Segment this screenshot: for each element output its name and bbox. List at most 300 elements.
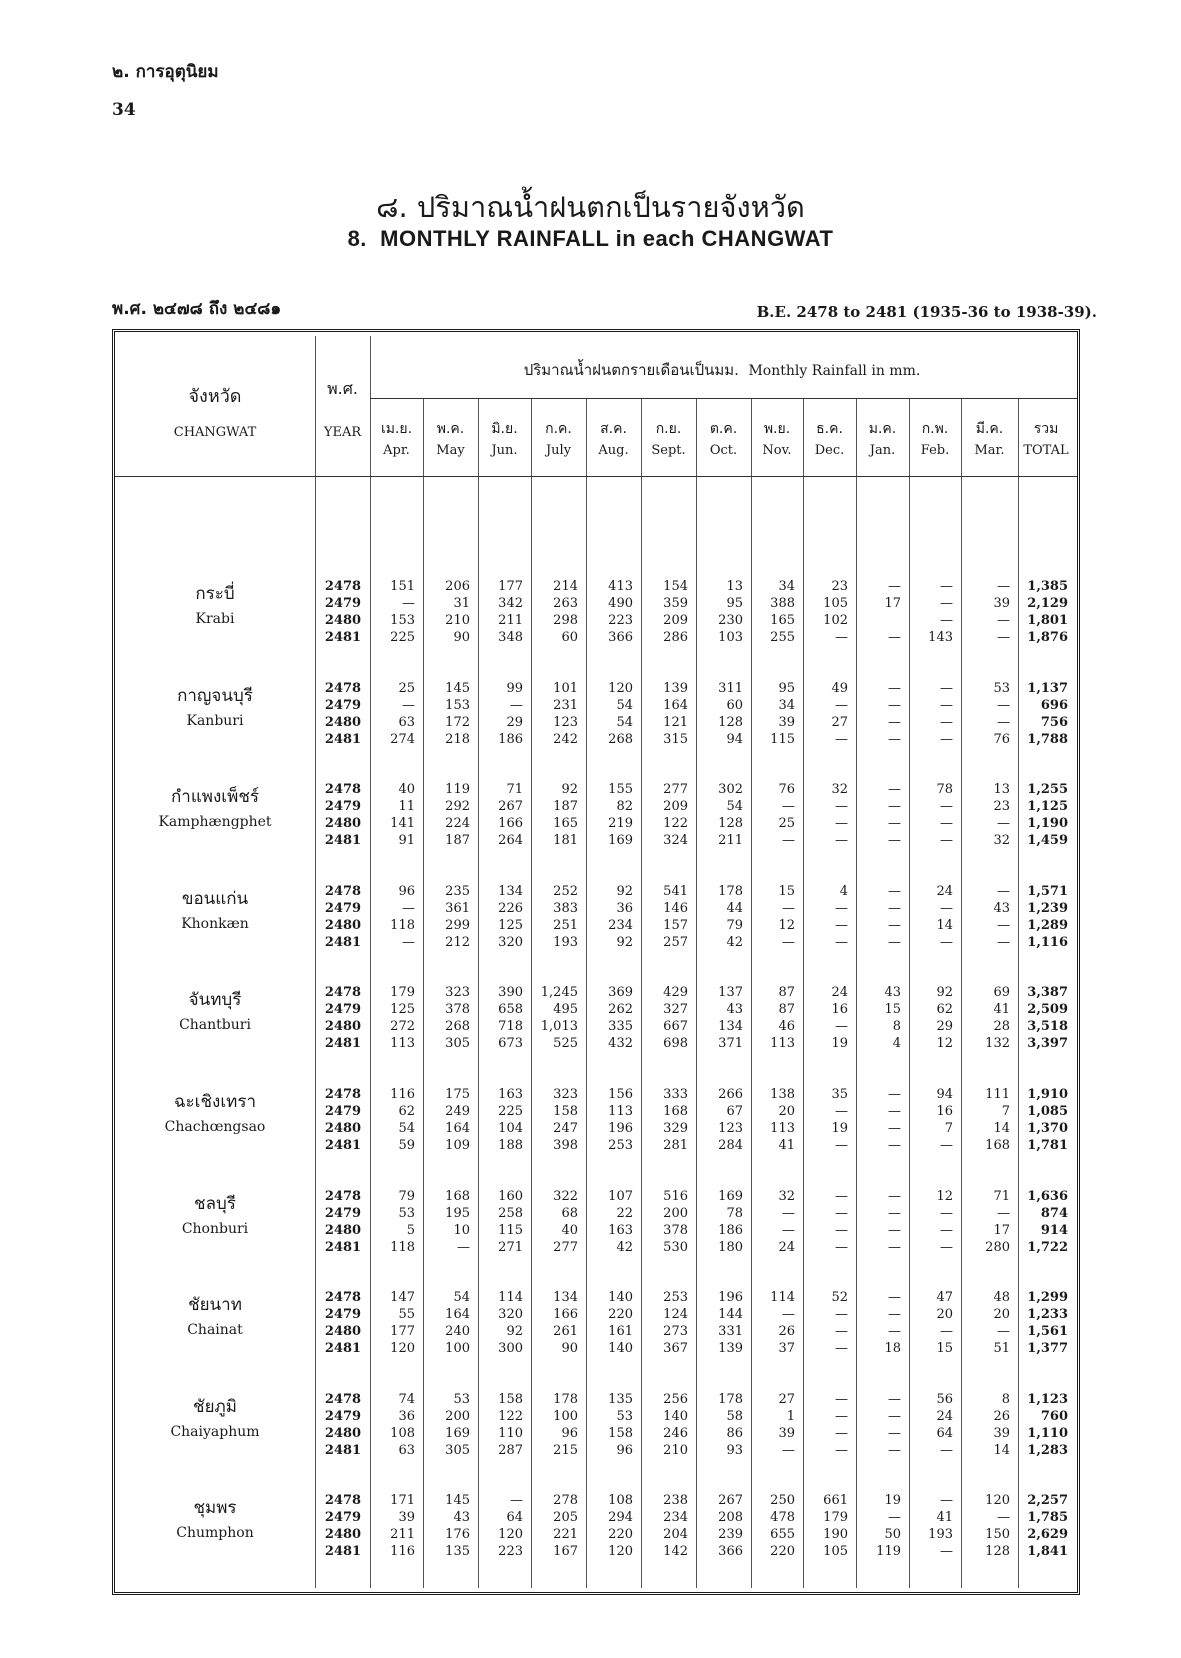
rainfall-cell: 315 bbox=[663, 732, 688, 747]
year-cell: 2479 bbox=[324, 1002, 362, 1017]
changwat-name-thai: ชัยภูมิ bbox=[193, 1397, 237, 1417]
rainfall-cell: 200 bbox=[663, 1206, 688, 1221]
rainfall-cell: 26 bbox=[993, 1409, 1010, 1424]
rainfall-cell: 86 bbox=[726, 1426, 743, 1441]
rainfall-cell: 333 bbox=[663, 1087, 688, 1102]
rainfall-cell: 78 bbox=[726, 1206, 743, 1221]
rainfall-cell: 305 bbox=[445, 1443, 470, 1458]
rainfall-cell: 1 bbox=[786, 1409, 795, 1424]
rainfall-cell: — bbox=[940, 799, 953, 814]
rainfall-cell: 383 bbox=[553, 901, 578, 916]
rainfall-cell: 63 bbox=[398, 715, 415, 730]
total-cell: 760 bbox=[1040, 1409, 1068, 1424]
rainfall-cell: 110 bbox=[498, 1426, 523, 1441]
rainfall-cell: 156 bbox=[608, 1087, 633, 1102]
rainfall-cell: — bbox=[835, 1426, 848, 1441]
year-cell: 2481 bbox=[324, 630, 362, 645]
month-header-en: Aug. bbox=[598, 443, 629, 458]
rainfall-cell: — bbox=[940, 1443, 953, 1458]
rainfall-cell: 37 bbox=[778, 1341, 795, 1356]
rainfall-cell: 186 bbox=[498, 732, 523, 747]
rainfall-cell: — bbox=[940, 1206, 953, 1221]
rainfall-cell: — bbox=[402, 698, 415, 713]
rainfall-cell: 137 bbox=[718, 985, 743, 1000]
rainfall-cell: — bbox=[782, 1443, 795, 1458]
rainfall-cell: 102 bbox=[823, 613, 848, 628]
rainfall-cell: 42 bbox=[726, 935, 743, 950]
rainfall-cell: 54 bbox=[726, 799, 743, 814]
year-cell: 2481 bbox=[324, 1240, 362, 1255]
rainfall-cell: 26 bbox=[778, 1324, 795, 1339]
rainfall-cell: 36 bbox=[398, 1409, 415, 1424]
rainfall-cell: 188 bbox=[498, 1138, 523, 1153]
rainfall-cell: 378 bbox=[445, 1002, 470, 1017]
rainfall-cell: 118 bbox=[390, 1240, 415, 1255]
month-header-en: Apr. bbox=[383, 443, 410, 458]
rainfall-cell: — bbox=[888, 935, 901, 950]
rainfall-cell: 273 bbox=[663, 1324, 688, 1339]
rainfall-cell: 90 bbox=[453, 630, 470, 645]
rainfall-cell: 125 bbox=[390, 1002, 415, 1017]
rainfall-cell: — bbox=[782, 833, 795, 848]
rainfall-cell: 142 bbox=[663, 1544, 688, 1559]
rainfall-cell: 78 bbox=[936, 782, 953, 797]
changwat-name-thai: ชลบุรี bbox=[194, 1194, 236, 1214]
year-cell: 2480 bbox=[324, 1426, 362, 1441]
rainfall-cell: 168 bbox=[985, 1138, 1010, 1153]
rainfall-cell: — bbox=[402, 596, 415, 611]
rainfall-cell: 226 bbox=[498, 901, 523, 916]
rainfall-cell: 267 bbox=[718, 1493, 743, 1508]
year-cell: 2478 bbox=[324, 1087, 362, 1102]
rainfall-cell: 71 bbox=[506, 782, 523, 797]
rainfall-cell: 211 bbox=[718, 833, 743, 848]
rainfall-cell: 187 bbox=[445, 833, 470, 848]
rainfall-cell: — bbox=[835, 1392, 848, 1407]
rainfall-cell: 87 bbox=[778, 1002, 795, 1017]
rainfall-cell: 169 bbox=[718, 1189, 743, 1204]
month-header-en: Mar. bbox=[974, 443, 1005, 458]
rainfall-cell: — bbox=[940, 901, 953, 916]
rainfall-cell: 200 bbox=[445, 1409, 470, 1424]
rainfall-cell: 87 bbox=[778, 985, 795, 1000]
rainfall-cell: — bbox=[888, 1121, 901, 1136]
title-english bbox=[0, 226, 1181, 252]
rainfall-cell: — bbox=[888, 833, 901, 848]
rainfall-cell: 196 bbox=[608, 1121, 633, 1136]
rainfall-cell: 10 bbox=[453, 1223, 470, 1238]
rainfall-cell: 164 bbox=[445, 1307, 470, 1322]
total-cell: 1,785 bbox=[1027, 1510, 1068, 1525]
rainfall-cell: 145 bbox=[445, 1493, 470, 1508]
rainfall-cell: 35 bbox=[831, 1087, 848, 1102]
rainfall-cell: 209 bbox=[663, 799, 688, 814]
rainfall-cell: 107 bbox=[608, 1189, 633, 1204]
rainfall-cell: — bbox=[510, 698, 523, 713]
rainfall-cell: — bbox=[782, 1223, 795, 1238]
rainfall-cell: 230 bbox=[718, 613, 743, 628]
rainfall-cell: 23 bbox=[831, 579, 848, 594]
changwat-name-en: Kanburi bbox=[186, 713, 244, 729]
rainfall-cell: 359 bbox=[663, 596, 688, 611]
rainfall-cell: 43 bbox=[993, 901, 1010, 916]
rainfall-cell: — bbox=[940, 1324, 953, 1339]
rainfall-cell: — bbox=[888, 782, 901, 797]
rainfall-cell: 278 bbox=[553, 1493, 578, 1508]
rainfall-cell: 7 bbox=[944, 1121, 953, 1136]
rainfall-cell: 24 bbox=[831, 985, 848, 1000]
rainfall-cell: 43 bbox=[726, 1002, 743, 1017]
rainfall-cell: — bbox=[888, 884, 901, 899]
rainfall-cell: 251 bbox=[553, 918, 578, 933]
month-header-thai: มิ.ย. bbox=[491, 421, 518, 437]
rainfall-cell: 144 bbox=[718, 1307, 743, 1322]
rainfall-cell: 36 bbox=[616, 901, 633, 916]
rainfall-cell: — bbox=[888, 1290, 901, 1305]
rainfall-cell: 23 bbox=[993, 799, 1010, 814]
rainfall-cell: — bbox=[997, 1206, 1010, 1221]
rainfall-cell: — bbox=[782, 935, 795, 950]
rainfall-cell: 323 bbox=[445, 985, 470, 1000]
rainfall-cell: — bbox=[888, 630, 901, 645]
rainfall-cell: 235 bbox=[445, 884, 470, 899]
rainfall-cell: 128 bbox=[985, 1544, 1010, 1559]
monthly-rainfall-header-thai: ปริมาณน้ำฝนตกรายเดือนเป็นมม. bbox=[523, 361, 739, 379]
year-cell: 2480 bbox=[324, 918, 362, 933]
running-header: ๒. การอุตุนิยม bbox=[112, 62, 219, 82]
rainfall-cell: 277 bbox=[553, 1240, 578, 1255]
year-cell: 2481 bbox=[324, 935, 362, 950]
rainfall-cell: — bbox=[888, 1087, 901, 1102]
year-header-thai: พ.ศ. bbox=[327, 379, 358, 398]
year-cell: 2479 bbox=[324, 1104, 362, 1119]
rainfall-cell: 120 bbox=[608, 1544, 633, 1559]
rainfall-cell: 34 bbox=[778, 698, 795, 713]
rainfall-cell: 143 bbox=[928, 630, 953, 645]
rainfall-cell: 139 bbox=[718, 1341, 743, 1356]
rainfall-cell: — bbox=[835, 1138, 848, 1153]
total-header-en: TOTAL bbox=[1023, 443, 1069, 458]
rainfall-cell: — bbox=[835, 1443, 848, 1458]
changwat-name-thai: ขอนแก่น bbox=[181, 889, 249, 909]
rainfall-cell: 39 bbox=[398, 1510, 415, 1525]
total-cell: 1,910 bbox=[1027, 1087, 1068, 1102]
rainfall-cell: 268 bbox=[445, 1019, 470, 1034]
rainfall-cell: 46 bbox=[778, 1019, 795, 1034]
rainfall-cell: 171 bbox=[390, 1493, 415, 1508]
month-header-thai: ม.ค. bbox=[868, 421, 897, 437]
rainfall-cell: 62 bbox=[398, 1104, 415, 1119]
rainfall-cell: — bbox=[835, 732, 848, 747]
rainfall-cell: 4 bbox=[892, 1036, 901, 1051]
rainfall-cell: 90 bbox=[561, 1341, 578, 1356]
rainfall-cell: 302 bbox=[718, 782, 743, 797]
changwat-name-en: Chantburi bbox=[179, 1017, 251, 1033]
title-thai: ๘. ปริมาณน้ำฝนตกเป็นรายจังหวัด bbox=[376, 190, 805, 224]
title-english-number: 8. bbox=[347, 226, 367, 251]
rainfall-cell: 324 bbox=[663, 833, 688, 848]
rainfall-cell: 8 bbox=[1001, 1392, 1010, 1407]
changwat-name-en: Krabi bbox=[195, 611, 235, 627]
rainfall-cell: — bbox=[782, 799, 795, 814]
rainfall-cell: 323 bbox=[553, 1087, 578, 1102]
rainfall-cell: 32 bbox=[778, 1189, 795, 1204]
rainfall-cell: 113 bbox=[770, 1036, 795, 1051]
rainfall-cell: 371 bbox=[718, 1036, 743, 1051]
page-number: 34 bbox=[112, 100, 136, 120]
rainfall-cell: 91 bbox=[398, 833, 415, 848]
rainfall-cell: 150 bbox=[985, 1527, 1010, 1542]
rainfall-cell: 187 bbox=[553, 799, 578, 814]
rainfall-cell: — bbox=[888, 579, 901, 594]
rainfall-cell: — bbox=[835, 816, 848, 831]
rainfall-cell: 225 bbox=[498, 1104, 523, 1119]
rainfall-cell: 25 bbox=[398, 681, 415, 696]
rainfall-cell: 196 bbox=[718, 1290, 743, 1305]
rainfall-cell: 366 bbox=[608, 630, 633, 645]
year-cell: 2481 bbox=[324, 1341, 362, 1356]
rainfall-cell: 39 bbox=[993, 596, 1010, 611]
rainfall-cell: — bbox=[940, 1493, 953, 1508]
rainfall-cell: — bbox=[835, 1324, 848, 1339]
rainfall-cell: 24 bbox=[936, 884, 953, 899]
rainfall-cell: 223 bbox=[498, 1544, 523, 1559]
rainfall-cell: 210 bbox=[445, 613, 470, 628]
rainfall-cell: 120 bbox=[498, 1527, 523, 1542]
rainfall-cell: — bbox=[835, 1019, 848, 1034]
rainfall-cell: 76 bbox=[993, 732, 1010, 747]
rainfall-cell: — bbox=[888, 1392, 901, 1407]
rainfall-cell: 208 bbox=[718, 1510, 743, 1525]
rainfall-cell: 147 bbox=[390, 1290, 415, 1305]
rainfall-cell: 19 bbox=[831, 1121, 848, 1136]
rainfall-cell: 121 bbox=[663, 715, 688, 730]
rainfall-cell: 63 bbox=[398, 1443, 415, 1458]
rainfall-cell: 516 bbox=[663, 1189, 688, 1204]
rainfall-cell: 195 bbox=[445, 1206, 470, 1221]
month-header-thai: ต.ค. bbox=[709, 421, 738, 437]
monthly-rainfall-header-en: Monthly Rainfall in mm. bbox=[748, 363, 921, 379]
rainfall-cell: — bbox=[997, 816, 1010, 831]
rainfall-cell: 432 bbox=[608, 1036, 633, 1051]
total-cell: 1,788 bbox=[1027, 732, 1068, 747]
rainfall-cell: 220 bbox=[770, 1544, 795, 1559]
rainfall-cell: — bbox=[940, 935, 953, 950]
rainfall-cell: 138 bbox=[770, 1087, 795, 1102]
rainfall-cell: 249 bbox=[445, 1104, 470, 1119]
rainfall-cell: 51 bbox=[993, 1341, 1010, 1356]
rainfall-cell: — bbox=[835, 630, 848, 645]
rainfall-cell: — bbox=[997, 935, 1010, 950]
rainfall-cell: 154 bbox=[663, 579, 688, 594]
rainfall-cell: 43 bbox=[884, 985, 901, 1000]
changwat-name-en: Chachœngsao bbox=[164, 1119, 266, 1135]
total-cell: 1,190 bbox=[1027, 816, 1068, 831]
rainfall-cell: 108 bbox=[390, 1426, 415, 1441]
rainfall-cell: 169 bbox=[445, 1426, 470, 1441]
rainfall-cell: 14 bbox=[993, 1443, 1010, 1458]
total-cell: 1,801 bbox=[1027, 613, 1068, 628]
rainfall-cell: 58 bbox=[726, 1409, 743, 1424]
rainfall-cell: 160 bbox=[498, 1189, 523, 1204]
rainfall-cell: 24 bbox=[778, 1240, 795, 1255]
rainfall-cell: 92 bbox=[561, 782, 578, 797]
rainfall-cell: 151 bbox=[390, 579, 415, 594]
rainfall-cell: 256 bbox=[663, 1392, 688, 1407]
rainfall-cell: — bbox=[940, 715, 953, 730]
rainfall-cell: 122 bbox=[498, 1409, 523, 1424]
rainfall-cell: 43 bbox=[453, 1510, 470, 1525]
total-cell: 1,841 bbox=[1027, 1544, 1068, 1559]
rainfall-cell: 190 bbox=[823, 1527, 848, 1542]
header-rule bbox=[115, 476, 1077, 477]
year-cell: 2479 bbox=[324, 1510, 362, 1525]
rainfall-cell: 146 bbox=[663, 901, 688, 916]
year-cell: 2481 bbox=[324, 1138, 362, 1153]
rainfall-cell: 294 bbox=[608, 1510, 633, 1525]
rainfall-cell: 300 bbox=[498, 1341, 523, 1356]
rainfall-cell: — bbox=[940, 1240, 953, 1255]
rainfall-cell: 388 bbox=[770, 596, 795, 611]
rainfall-cell: 139 bbox=[663, 681, 688, 696]
rainfall-cell: 14 bbox=[936, 918, 953, 933]
rainfall-cell: 92 bbox=[616, 935, 633, 950]
rainfall-cell: 56 bbox=[936, 1392, 953, 1407]
rainfall-cell: 398 bbox=[553, 1138, 578, 1153]
rainfall-cell: — bbox=[782, 1206, 795, 1221]
rainfall-cell: — bbox=[888, 1307, 901, 1322]
rainfall-cell: — bbox=[835, 1189, 848, 1204]
year-cell: 2480 bbox=[324, 1527, 362, 1542]
rainfall-cell: 250 bbox=[770, 1493, 795, 1508]
period-thai: พ.ศ. ๒๔๗๘ ถึง ๒๔๘๑ bbox=[112, 299, 282, 319]
rainfall-cell: 178 bbox=[553, 1392, 578, 1407]
rainfall-cell: — bbox=[835, 799, 848, 814]
year-cell: 2479 bbox=[324, 596, 362, 611]
rainfall-cell: 41 bbox=[936, 1510, 953, 1525]
rainfall-cell: 166 bbox=[553, 1307, 578, 1322]
rainfall-cell: 113 bbox=[770, 1121, 795, 1136]
rainfall-cell: 367 bbox=[663, 1341, 688, 1356]
rainfall-cell: 41 bbox=[993, 1002, 1010, 1017]
total-cell: 2,129 bbox=[1027, 596, 1068, 611]
total-cell: 1,370 bbox=[1027, 1121, 1068, 1136]
rainfall-cell: 172 bbox=[445, 715, 470, 730]
rainfall-cell: 153 bbox=[445, 698, 470, 713]
rainfall-cell: — bbox=[940, 596, 953, 611]
rainfall-cell: 274 bbox=[390, 732, 415, 747]
rainfall-cell: 211 bbox=[390, 1527, 415, 1542]
year-cell: 2478 bbox=[324, 1189, 362, 1204]
rainfall-cell: 50 bbox=[884, 1527, 901, 1542]
rainfall-cell: 164 bbox=[663, 698, 688, 713]
rainfall-cell bbox=[856, 612, 901, 629]
rainfall-cell: 53 bbox=[616, 1409, 633, 1424]
rainfall-cell: 128 bbox=[718, 715, 743, 730]
rainfall-cell: 13 bbox=[726, 579, 743, 594]
rainfall-cell: 140 bbox=[608, 1290, 633, 1305]
rainfall-cell: 271 bbox=[498, 1240, 523, 1255]
rainfall-cell: 95 bbox=[778, 681, 795, 696]
rainfall-cell: 101 bbox=[553, 681, 578, 696]
rainfall-cell: 92 bbox=[936, 985, 953, 1000]
total-cell: 1,085 bbox=[1027, 1104, 1068, 1119]
rainfall-cell: 123 bbox=[718, 1121, 743, 1136]
rainfall-cell: — bbox=[888, 732, 901, 747]
total-cell: 1,571 bbox=[1027, 884, 1068, 899]
rainfall-cell: 211 bbox=[498, 613, 523, 628]
rainfall-cell: 104 bbox=[498, 1121, 523, 1136]
rainfall-cell: — bbox=[888, 715, 901, 730]
total-cell: 1,125 bbox=[1027, 799, 1068, 814]
rainfall-cell: 34 bbox=[778, 579, 795, 594]
rainfall-cell: 42 bbox=[616, 1240, 633, 1255]
rainfall-cell: — bbox=[457, 1240, 470, 1255]
rainfall-cell: 120 bbox=[985, 1493, 1010, 1508]
changwat-name-thai: จันทบุรี bbox=[188, 990, 242, 1010]
rainfall-cell: 41 bbox=[778, 1138, 795, 1153]
rainfall-cell: 165 bbox=[553, 816, 578, 831]
rainfall-cell: 141 bbox=[390, 816, 415, 831]
rainfall-cell: 234 bbox=[663, 1510, 688, 1525]
rainfall-cell: 12 bbox=[936, 1189, 953, 1204]
year-cell: 2481 bbox=[324, 1443, 362, 1458]
monthly-rainfall-header bbox=[370, 362, 1074, 380]
rainfall-cell: — bbox=[997, 1510, 1010, 1525]
rainfall-cell: 31 bbox=[453, 596, 470, 611]
month-header-en: Dec. bbox=[814, 443, 845, 458]
rainfall-cell: 221 bbox=[553, 1527, 578, 1542]
rainfall-cell: 1,013 bbox=[540, 1019, 578, 1034]
month-header-en: Sept. bbox=[651, 443, 686, 458]
changwat-name-thai: กำแพงเพ็ชร์ bbox=[171, 787, 259, 807]
total-cell: 2,509 bbox=[1027, 1002, 1068, 1017]
rainfall-cell: — bbox=[782, 1307, 795, 1322]
rainfall-cell: 94 bbox=[726, 732, 743, 747]
rainfall-cell: 125 bbox=[498, 918, 523, 933]
rainfall-cell: 490 bbox=[608, 596, 633, 611]
rainfall-cell: 96 bbox=[616, 1443, 633, 1458]
rainfall-cell: 366 bbox=[718, 1544, 743, 1559]
month-header-thai: มี.ค. bbox=[975, 421, 1004, 437]
rainfall-cell: 661 bbox=[823, 1493, 848, 1508]
rainfall-cell: — bbox=[835, 1104, 848, 1119]
rainfall-cell: 263 bbox=[553, 596, 578, 611]
rainfall-cell: — bbox=[888, 1324, 901, 1339]
rainfall-cell: 169 bbox=[608, 833, 633, 848]
rainfall-cell: 16 bbox=[831, 1002, 848, 1017]
rainfall-cell: — bbox=[888, 698, 901, 713]
rainfall-cell: 114 bbox=[498, 1290, 523, 1305]
rainfall-cell: 206 bbox=[445, 579, 470, 594]
rainfall-cell: 116 bbox=[390, 1087, 415, 1102]
rainfall-cell: 165 bbox=[770, 613, 795, 628]
changwat-name-en: Chainat bbox=[187, 1322, 243, 1338]
rainfall-cell: 429 bbox=[663, 985, 688, 1000]
month-header-thai: ก.พ. bbox=[921, 421, 949, 437]
total-cell: 1,137 bbox=[1027, 681, 1068, 696]
rainfall-cell: 224 bbox=[445, 816, 470, 831]
rainfall-cell: — bbox=[835, 935, 848, 950]
rainfall-cell: 193 bbox=[553, 935, 578, 950]
rainfall-cell: 495 bbox=[553, 1002, 578, 1017]
rainfall-cell: — bbox=[888, 1240, 901, 1255]
total-cell: 1,459 bbox=[1027, 833, 1068, 848]
year-cell: 2478 bbox=[324, 1392, 362, 1407]
month-header-en: Oct. bbox=[709, 443, 738, 458]
rainfall-cell: 158 bbox=[498, 1392, 523, 1407]
rainfall-cell: — bbox=[888, 1138, 901, 1153]
